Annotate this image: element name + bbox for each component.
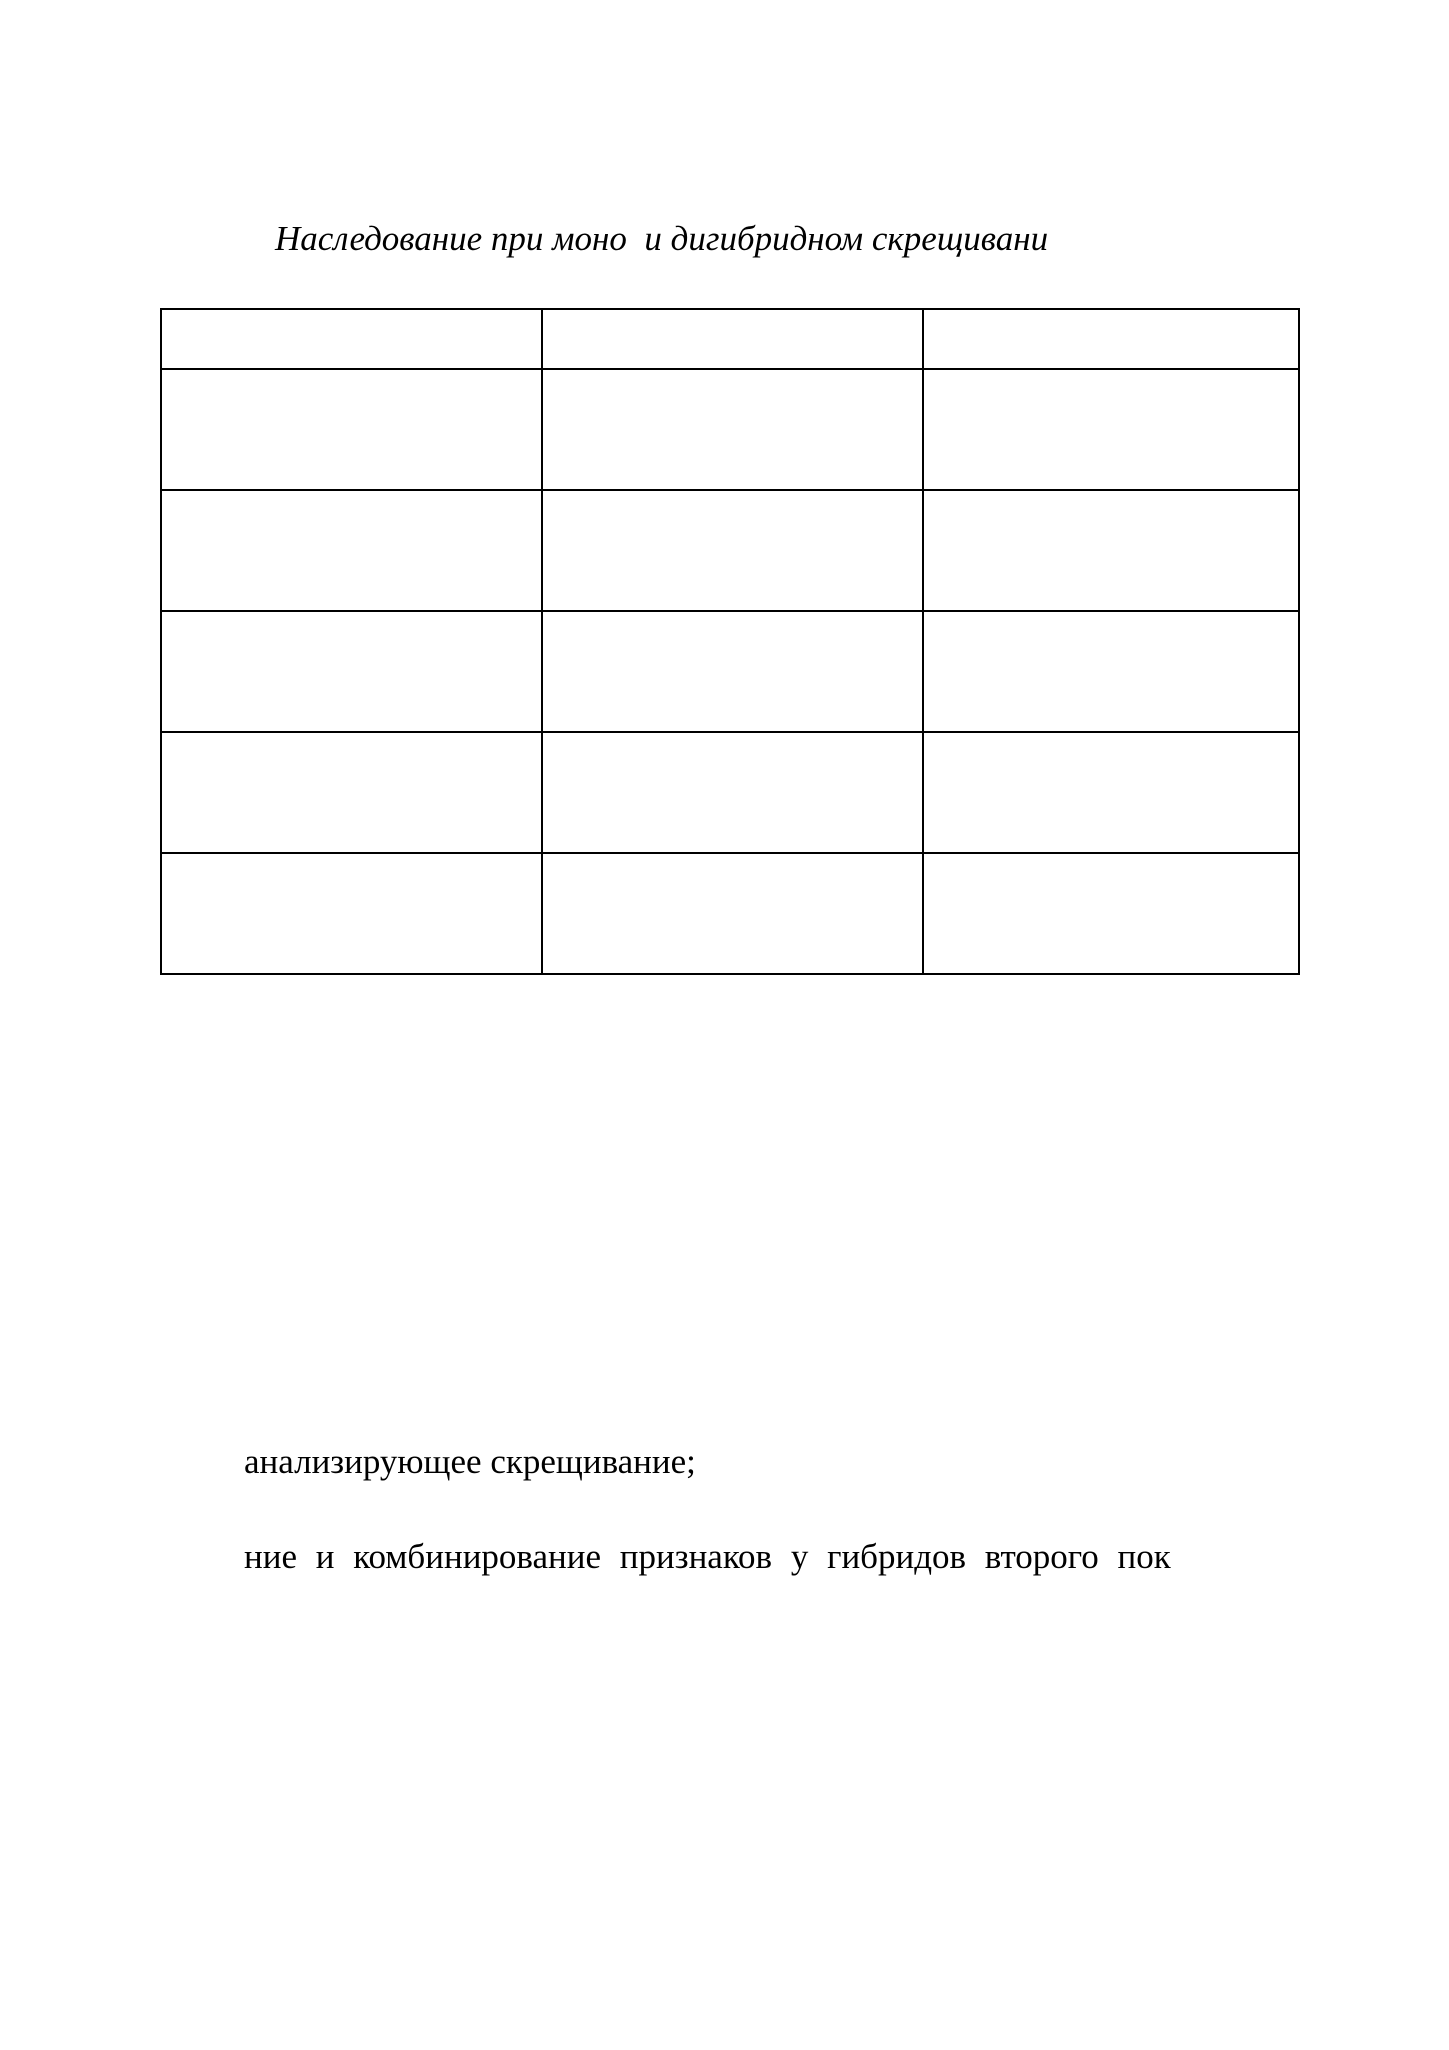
table-cell	[542, 490, 923, 611]
table-cell	[161, 611, 542, 732]
table-row	[161, 853, 1299, 974]
table-cell	[542, 732, 923, 853]
table-cell	[542, 853, 923, 974]
table-cell	[542, 611, 923, 732]
document-title: Наследование при моно и дигибридном скрещивани	[275, 219, 1049, 258]
table-cell	[161, 732, 542, 853]
table-cell	[923, 309, 1299, 369]
table-cell	[923, 732, 1299, 853]
table-row	[161, 732, 1299, 853]
empty-table	[160, 308, 1300, 975]
table-cell	[161, 309, 542, 369]
table-row	[161, 490, 1299, 611]
table-header-row	[161, 309, 1299, 369]
table-cell	[923, 611, 1299, 732]
table-cell	[161, 490, 542, 611]
table-cell	[923, 490, 1299, 611]
table-cell	[161, 853, 542, 974]
table-row	[161, 611, 1299, 732]
table-cell	[542, 309, 923, 369]
body-text-line: анализирующее скрещивание;	[244, 1442, 696, 1481]
body-text-line: ние и комбинирование признаков у гибридов второго пок	[244, 1537, 1171, 1576]
table-cell	[923, 853, 1299, 974]
table-cell	[923, 369, 1299, 490]
table-cell	[161, 369, 542, 490]
table-row	[161, 369, 1299, 490]
table-cell	[542, 369, 923, 490]
